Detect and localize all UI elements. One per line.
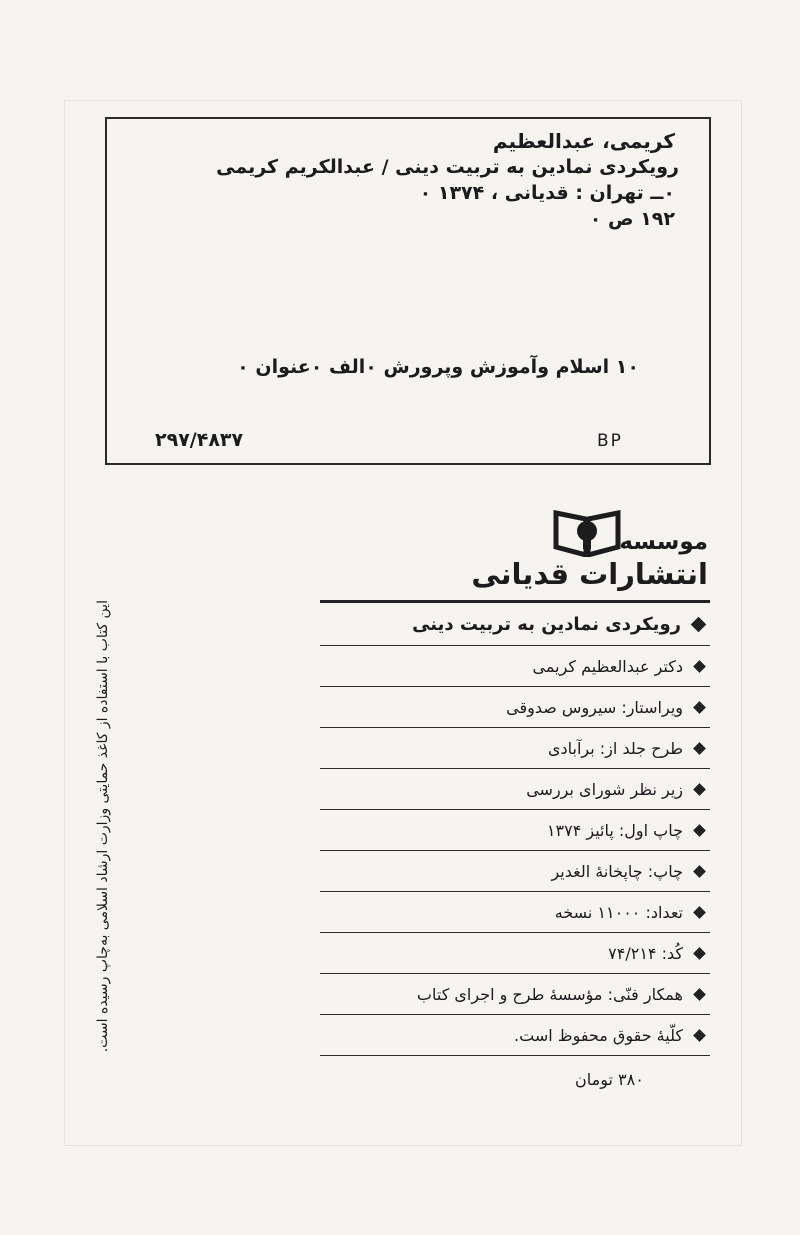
credit-text: کُد: ۷۴/۲۱۴ bbox=[608, 943, 683, 963]
publisher-logo bbox=[471, 505, 708, 595]
credit-text: رویکردی نمادین به تربیت دینی bbox=[412, 613, 681, 635]
diamond-bullet-icon bbox=[693, 701, 706, 714]
catalog-title: رویکردی نمادین به تربیت دینی / عبدالکریم کریمی bbox=[216, 156, 679, 178]
open-book-icon bbox=[552, 505, 622, 557]
diamond-bullet-icon bbox=[693, 783, 706, 796]
credit-text: کلّیهٔ حقوق محفوظ است. bbox=[514, 1025, 683, 1045]
credit-cover-design bbox=[320, 727, 710, 768]
publisher-name-line2: انتشارات قدیانی bbox=[471, 557, 708, 591]
credit-book-title bbox=[320, 600, 710, 645]
diamond-bullet-icon bbox=[693, 742, 706, 755]
diamond-bullet-icon bbox=[691, 616, 707, 632]
credit-first-edition bbox=[320, 809, 710, 850]
credit-printer bbox=[320, 850, 710, 891]
diamond-bullet-icon bbox=[693, 988, 706, 1001]
catalog-classification: BP bbox=[597, 431, 623, 451]
credit-text: تعداد: ۱۱۰۰۰ نسخه bbox=[554, 902, 683, 922]
catalog-card bbox=[105, 117, 711, 465]
catalog-pages: ۱۹۲ ص ۰ bbox=[589, 208, 675, 230]
diamond-bullet-icon bbox=[693, 906, 706, 919]
credit-code bbox=[320, 932, 710, 973]
credit-text: دکتر عبدالعظیم کریمی bbox=[532, 656, 683, 676]
diamond-bullet-icon bbox=[693, 1029, 706, 1042]
diamond-bullet-icon bbox=[693, 865, 706, 878]
credit-print-run bbox=[320, 891, 710, 932]
credits-list bbox=[320, 600, 710, 1056]
credit-text: زیر نظر شورای بررسی bbox=[526, 779, 683, 799]
credit-editor bbox=[320, 686, 710, 727]
catalog-imprint: ۰ــ تهران : قدیانی ، ۱۳۷۴ ۰ bbox=[419, 182, 675, 204]
diamond-bullet-icon bbox=[693, 947, 706, 960]
credit-author bbox=[320, 645, 710, 686]
book-price: ۳۸۰ تومان bbox=[575, 1070, 644, 1089]
credit-copyright bbox=[320, 1014, 710, 1056]
publisher-name-line1: موسسه bbox=[619, 529, 708, 555]
credit-text: ویراستار: سیروس صدوقی bbox=[506, 697, 683, 717]
credit-text: همکار فنّی: مؤسسهٔ طرح و اجرای کتاب bbox=[416, 984, 683, 1004]
catalog-call-number: ۲۹۷/۴۸۳۷ bbox=[155, 429, 244, 451]
credit-text: چاپ: چاپخانهٔ الغدیر bbox=[551, 861, 683, 881]
catalog-author: کریمی، عبدالعظیم bbox=[492, 129, 675, 153]
credit-review-council bbox=[320, 768, 710, 809]
credit-technical-partner bbox=[320, 973, 710, 1014]
paper-subsidy-note: این کتاب با استفاده از کاغذ حمایتی وزارت ارشاد اسلامی به‌چاپ رسیده است. bbox=[95, 600, 111, 1053]
diamond-bullet-icon bbox=[693, 660, 706, 673]
credit-text: طرح جلد از: برآبادی bbox=[548, 738, 683, 758]
credit-text: چاپ اول: پائیز ۱۳۷۴ bbox=[546, 820, 683, 840]
diamond-bullet-icon bbox=[693, 824, 706, 837]
catalog-subjects: ۱۰ اسلام وآموزش وپرورش ۰الف ۰عنوان ۰ bbox=[237, 356, 639, 378]
